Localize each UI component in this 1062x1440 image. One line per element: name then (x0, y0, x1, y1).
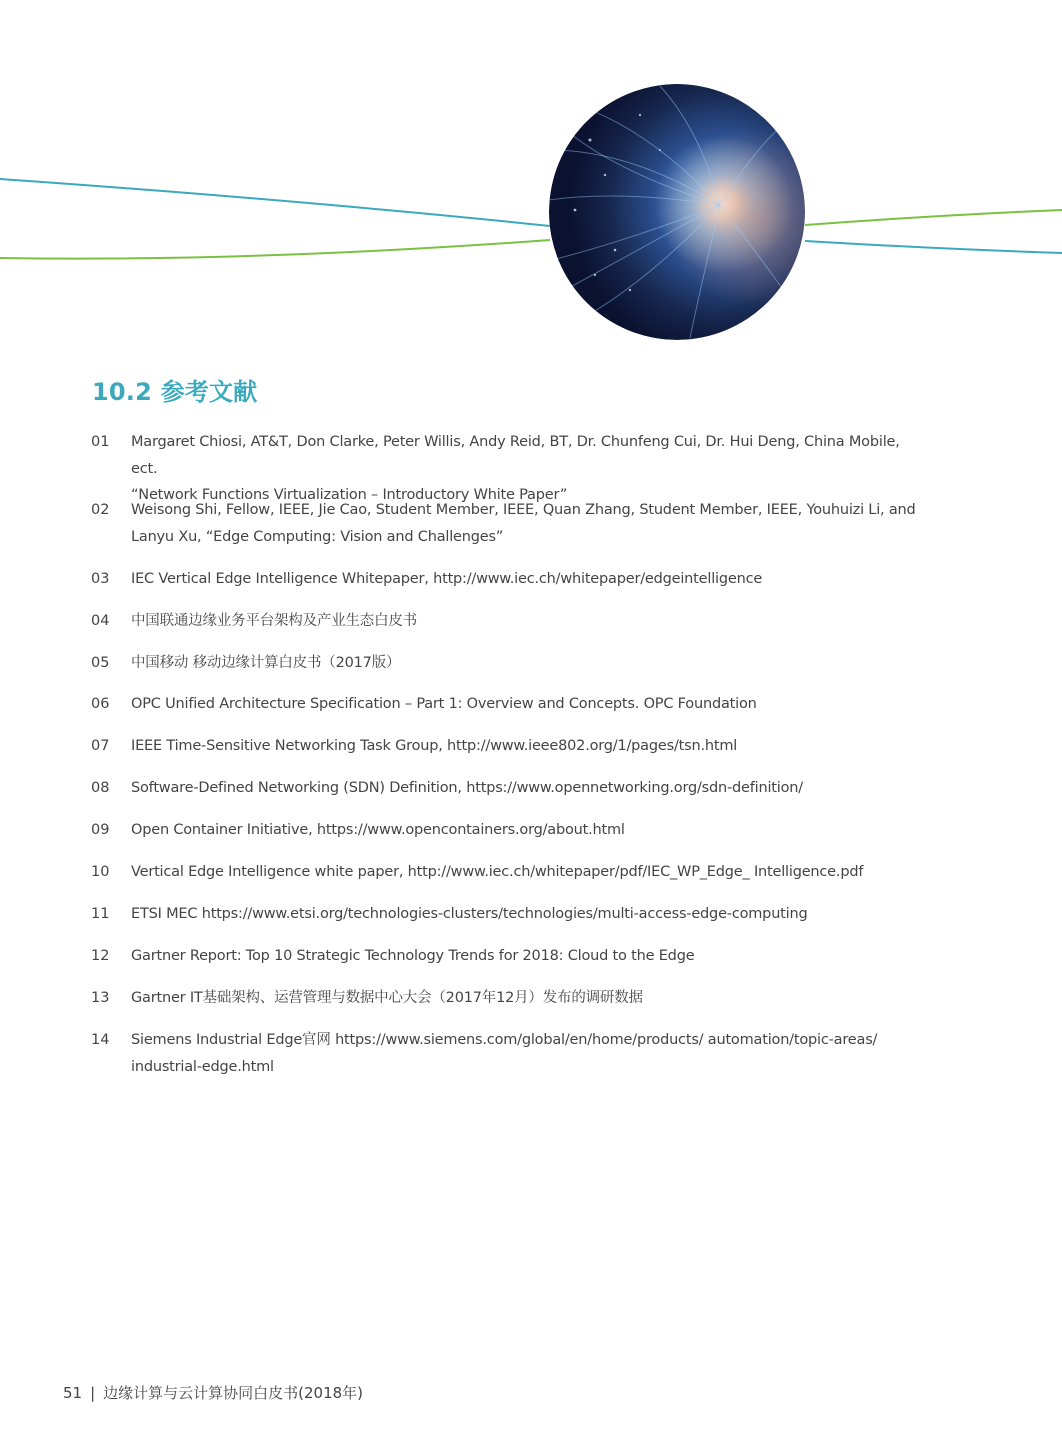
reference-text: Siemens Industrial Edge官网 https://www.siemens.com/global/en/home/products/ automation/topic-areas/ industrial-edge.html (131, 1032, 878, 1075)
reference-number: 07 (91, 738, 110, 754)
reference-number: 13 (91, 990, 110, 1006)
reference-text: Weisong Shi, Fellow, IEEE, Jie Cao, Student Member, IEEE, Quan Zhang, Student Member, IEEE, Youhuizi Li, and Lanyu Xu, “Edge Computing: Vision and Challenges” (131, 502, 916, 545)
reference-text: Open Container Initiative, https://www.opencontainers.org/about.html (131, 822, 625, 838)
reference-text: IEEE Time-Sensitive Networking Task Group, http://www.ieee802.org/1/pages/tsn.html (131, 738, 738, 754)
reference-number: 10 (91, 864, 110, 880)
reference-number: 06 (91, 696, 110, 712)
reference-text: 中国联通边缘业务平台架构及产业生态白皮书 (131, 613, 417, 629)
reference-text: Software-Defined Networking (SDN) Definition, https://www.opennetworking.org/sdn-definition/ (131, 780, 803, 796)
page-number: 51 (63, 1384, 83, 1402)
reference-text: OPC Unified Architecture Specification – Part 1: Overview and Concepts. OPC Foundation (131, 696, 757, 712)
section-title: 10.2 参考文献 (92, 378, 258, 406)
reference-text: 中国移动 移动边缘计算白皮书（2017版） (131, 655, 401, 671)
reference-number: 02 (91, 502, 110, 518)
reference-number: 04 (91, 613, 110, 629)
reference-text: IEC Vertical Edge Intelligence Whitepaper, http://www.iec.ch/whitepaper/edgeintelligence (131, 571, 763, 587)
reference-number: 08 (91, 780, 110, 796)
reference-text: Margaret Chiosi, AT&T, Don Clarke, Peter Willis, Andy Reid, BT, Dr. Chunfeng Cui, Dr. Hui Deng, China Mobile, ect. “Network Functions Virtualization – Introductory White Paper” (131, 434, 900, 503)
reference-text: Gartner Report: Top 10 Strategic Technology Trends for 2018: Cloud to the Edge (131, 948, 695, 964)
reference-text: ETSI MEC https://www.etsi.org/technologies-clusters/technologies/multi-access-edge-computing (131, 906, 808, 922)
reference-text: Vertical Edge Intelligence white paper, http://www.iec.ch/whitepaper/pdf/IEC_WP_Edge_ Intelligence.pdf (131, 864, 864, 880)
document-title: 边缘计算与云计算协同白皮书(2018年) (103, 1384, 364, 1402)
footer-separator: | (90, 1384, 96, 1402)
reference-number: 09 (91, 822, 110, 838)
reference-text: Gartner IT基础架构、运营管理与数据中心大会（2017年12月）发布的调研数据 (131, 990, 643, 1006)
reference-number: 11 (91, 906, 110, 922)
reference-number: 05 (91, 655, 110, 671)
page-footer (63, 1381, 363, 1405)
reference-number: 03 (91, 571, 110, 587)
reference-number: 12 (91, 948, 110, 964)
reference-number: 14 (91, 1032, 110, 1048)
reference-number: 01 (91, 434, 110, 450)
